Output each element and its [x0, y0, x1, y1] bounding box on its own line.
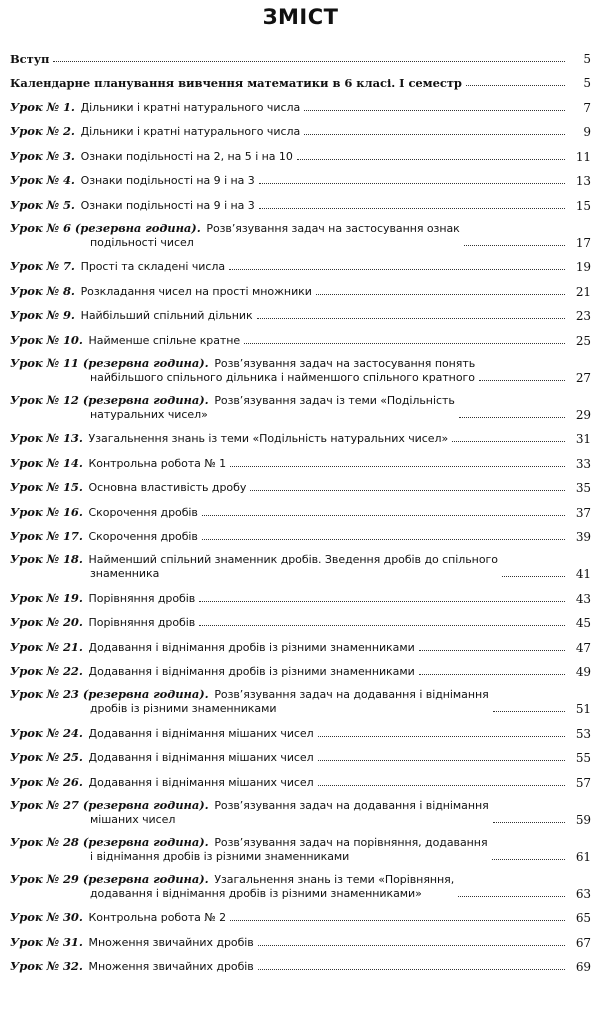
toc-entry-text [10, 52, 49, 70]
toc-entry-text [10, 726, 314, 745]
toc-entry-title: Додавання і віднімання мішаних чисел [88, 726, 314, 740]
toc-entry-title: Множення звичайних дробів [88, 960, 254, 973]
toc-entry-lesson-number: Урок № 25. [10, 750, 83, 764]
dot-leader [452, 441, 565, 442]
toc-entry[interactable] [10, 905, 591, 930]
toc-entry[interactable] [10, 192, 591, 217]
toc-entry-lesson-number: Урок № 28 (резервна година). [10, 834, 209, 849]
toc-entry-page-number: 43 [575, 591, 591, 606]
dot-leader [459, 417, 565, 418]
toc-entry[interactable] [10, 769, 591, 794]
toc-entry[interactable] [10, 720, 591, 745]
toc-entry-page-number: 27 [575, 370, 591, 385]
toc-entry-lesson-number: Урок № 24. [10, 725, 83, 740]
table-of-contents [10, 45, 591, 978]
toc-entry-text [10, 431, 448, 450]
toc-entry-page-number: 5 [583, 76, 591, 90]
toc-entry[interactable] [10, 254, 591, 279]
toc-entry-page-number: 25 [575, 333, 591, 348]
toc-entry-text [10, 356, 475, 389]
toc-entry-lesson-number: Урок № 7. [10, 259, 75, 273]
toc-entry-title: Порівняння дробів [88, 591, 196, 605]
dot-leader [479, 380, 565, 381]
toc-entry-text [10, 100, 300, 119]
toc-entry-title: Дільники і кратні натурального числа [80, 125, 301, 138]
toc-entry-text [10, 910, 226, 929]
toc-entry-title: Розв’язування задач на порівняння, додавання [214, 835, 488, 849]
toc-entry-page-number: 45 [575, 616, 591, 630]
toc-entry-title: Найбільший спільний дільник [80, 309, 253, 322]
toc-entry-page-number: 23 [575, 309, 591, 323]
dot-leader [318, 736, 565, 737]
toc-entry-page-number: 51 [575, 702, 591, 716]
toc-entry[interactable] [10, 610, 591, 635]
toc-entry-title-continued: натуральних чисел» [90, 407, 208, 421]
toc-entry[interactable] [10, 929, 591, 954]
toc-entry[interactable] [10, 831, 591, 868]
toc-entry-page-number: 39 [575, 530, 591, 544]
toc-entry-lesson-number: Урок № 30. [10, 910, 83, 924]
toc-entry-lesson-number: Урок № 3. [10, 148, 75, 163]
toc-entry-text [10, 750, 314, 769]
toc-entry-text [10, 775, 314, 794]
toc-entry-text [10, 124, 300, 143]
toc-entry-lesson-number: Урок № 18. [10, 552, 83, 566]
toc-entry-title: Вступ [10, 51, 50, 66]
toc-entry-title: Додавання і віднімання мішаних чисел [88, 751, 314, 764]
dot-leader [297, 159, 565, 160]
dot-leader [230, 920, 565, 921]
dot-leader [318, 785, 565, 786]
toc-entry-text [10, 221, 460, 254]
toc-entry-title: Додавання і віднімання дробів із різними знаменниками [88, 640, 415, 654]
toc-entry-text [10, 505, 198, 524]
toc-entry-text [10, 835, 488, 868]
toc-entry-lesson-number: Урок № 10. [10, 332, 83, 347]
toc-entry-title: Множення звичайних дробів [88, 935, 254, 949]
toc-entry-page-number: 33 [575, 456, 591, 471]
toc-entry-title-continued: найбільшого спільного дільника і найменшого спільного кратного [90, 370, 475, 384]
toc-entry-page-number: 35 [575, 481, 591, 495]
toc-entry-lesson-number: Урок № 12 (резервна година). [10, 392, 209, 407]
toc-entry-text [10, 798, 489, 831]
toc-entry-title: Розв’язування задач на застосування ознак [206, 221, 460, 235]
toc-entry-lesson-number: Урок № 17. [10, 529, 83, 543]
toc-entry-title: Розв’язування задач на додавання і віднімання [214, 798, 489, 812]
toc-entry-lesson-number: Урок № 2. [10, 124, 75, 138]
toc-entry-title: Контрольна робота № 1 [88, 456, 227, 470]
toc-entry-title: Розв’язування задач із теми «Подільність [214, 393, 455, 407]
toc-entry-title: Календарне планування вивчення математики в 6 класі. І семестр [10, 76, 462, 90]
toc-entry-lesson-number: Урок № 32. [10, 959, 83, 973]
toc-entry-title: Розкладання чисел на прості множники [80, 284, 312, 298]
toc-entry-text [10, 664, 415, 683]
toc-entry-lesson-number: Урок № 11 (резервна година). [10, 355, 209, 370]
dot-leader [419, 674, 565, 675]
toc-entry-title: Контрольна робота № 2 [88, 911, 227, 924]
toc-entry-text [10, 393, 455, 426]
toc-entry[interactable] [10, 94, 591, 119]
toc-entry[interactable] [10, 119, 591, 144]
toc-entry-title: Додавання і віднімання дробів із різними знаменниками [88, 665, 415, 678]
toc-entry-page-number: 29 [575, 407, 591, 422]
dot-leader [502, 576, 565, 577]
toc-entry-title: Ознаки подільності на 9 і на 3 [80, 174, 255, 187]
dot-leader [466, 85, 565, 86]
toc-entry-text [10, 591, 195, 610]
toc-entry[interactable] [10, 143, 591, 168]
toc-entry-lesson-number: Урок № 19. [10, 590, 83, 605]
toc-entry-page-number: 31 [575, 432, 591, 446]
toc-entry-text [10, 615, 195, 634]
toc-entry-text [10, 333, 240, 352]
dot-leader [202, 515, 565, 516]
dot-leader [202, 539, 565, 540]
toc-entry[interactable] [10, 548, 591, 585]
toc-entry-lesson-number: Урок № 31. [10, 934, 83, 949]
toc-entry-title-continued: подільності чисел [90, 235, 194, 249]
toc-entry-page-number: 11 [575, 149, 591, 164]
toc-entry[interactable] [10, 389, 591, 426]
dot-leader [244, 343, 565, 344]
toc-entry-title: Порівняння дробів [88, 616, 196, 629]
toc-entry-page-number: 67 [575, 935, 591, 950]
toc-entry-text [10, 284, 312, 303]
toc-entry-lesson-number: Урок № 1. [10, 99, 75, 114]
dot-leader [492, 859, 565, 860]
dot-leader [304, 110, 565, 111]
toc-entry-page-number: 7 [583, 100, 591, 115]
toc-entry-lesson-number: Урок № 5. [10, 197, 75, 212]
toc-entry-text [10, 76, 462, 94]
toc-entry-lesson-number: Урок № 26. [10, 774, 83, 789]
dot-leader [258, 969, 565, 970]
toc-entry-title: Основна властивість дробу [88, 481, 247, 494]
dot-leader [493, 711, 565, 712]
toc-entry-title: Найменший спільний знаменник дробів. Зведення дробів до спільного [88, 553, 498, 566]
toc-entry[interactable] [10, 45, 591, 70]
toc-entry[interactable] [10, 524, 591, 549]
toc-entry-page-number: 9 [583, 125, 591, 139]
toc-entry-lesson-number: Урок № 20. [10, 615, 83, 629]
toc-entry-page-number: 59 [575, 812, 591, 827]
toc-entry-lesson-number: Урок № 6 (резервна година). [10, 220, 201, 235]
dot-leader [259, 208, 565, 209]
toc-entry-page-number: 37 [575, 505, 591, 520]
toc-entry-text [10, 959, 254, 978]
toc-entry[interactable] [10, 217, 591, 254]
toc-entry[interactable] [10, 426, 591, 451]
dot-leader [230, 466, 565, 467]
toc-entry-text [10, 259, 225, 278]
toc-entry-page-number: 65 [575, 911, 591, 925]
toc-entry-page-number: 63 [575, 886, 591, 901]
toc-entry-lesson-number: Урок № 16. [10, 504, 83, 519]
toc-entry-text [10, 456, 226, 475]
toc-entry[interactable] [10, 585, 591, 610]
dot-leader [316, 294, 565, 295]
toc-entry[interactable] [10, 352, 591, 389]
toc-entry-text [10, 687, 489, 720]
toc-entry-lesson-number: Урок № 9. [10, 308, 75, 322]
toc-entry-page-number: 13 [575, 174, 591, 188]
toc-entry[interactable] [10, 70, 591, 95]
toc-entry-title: Узагальнення знань із теми «Порівняння, [214, 872, 455, 886]
toc-entry-page-number: 17 [575, 235, 591, 250]
dot-leader [259, 183, 565, 184]
toc-entry-title: Скорочення дробів [88, 530, 198, 543]
toc-entry-lesson-number: Урок № 14. [10, 455, 83, 470]
toc-entry[interactable] [10, 745, 591, 770]
toc-entry-title-continued: дробів із різними знаменниками [90, 702, 277, 715]
toc-entry-title: Дільники і кратні натурального числа [80, 100, 301, 114]
toc-entry[interactable] [10, 475, 591, 500]
toc-entry-page-number: 15 [575, 198, 591, 213]
toc-entry[interactable] [10, 683, 591, 720]
toc-entry-title: Прості та складені числа [80, 260, 226, 273]
toc-entry-page-number: 53 [575, 726, 591, 741]
dot-leader [318, 760, 565, 761]
toc-entry-lesson-number: Урок № 8. [10, 283, 75, 298]
toc-entry-lesson-number: Урок № 15. [10, 480, 83, 494]
toc-entry-title-continued: мішаних чисел [90, 812, 176, 826]
toc-entry-page-number: 49 [575, 665, 591, 679]
toc-entry[interactable] [10, 499, 591, 524]
toc-entry-title: Скорочення дробів [88, 505, 198, 519]
toc-entry-page-number: 47 [575, 640, 591, 655]
toc-entry[interactable] [10, 450, 591, 475]
dot-leader [257, 318, 565, 319]
toc-entry[interactable] [10, 868, 591, 905]
dot-leader [493, 822, 565, 823]
toc-entry-page-number: 41 [575, 567, 591, 581]
dot-leader [419, 650, 565, 651]
dot-leader [458, 896, 565, 897]
dot-leader [229, 269, 565, 270]
toc-entry-lesson-number: Урок № 29 (резервна година). [10, 871, 209, 886]
toc-entry-lesson-number: Урок № 4. [10, 173, 75, 187]
toc-entry-text [10, 149, 293, 168]
toc-entry-page-number: 61 [575, 849, 591, 864]
toc-entry-title: Узагальнення знань із теми «Подільність натуральних чисел» [88, 432, 449, 445]
toc-entry-text [10, 872, 454, 905]
toc-entry-title-continued: і віднімання дробів із різними знаменниками [90, 849, 350, 863]
dot-leader [250, 490, 565, 491]
dot-leader [199, 625, 565, 626]
toc-entry-title: Розв’язування задач на додавання і віднімання [214, 688, 489, 701]
toc-entry-title: Додавання і віднімання мішаних чисел [88, 775, 314, 789]
dot-leader [258, 945, 565, 946]
toc-entry-page-number: 5 [583, 51, 591, 66]
toc-entry-text [10, 480, 246, 499]
toc-entry-lesson-number: Урок № 27 (резервна година). [10, 797, 209, 812]
toc-entry-text [10, 173, 255, 192]
toc-entry-title: Найменше спільне кратне [88, 333, 241, 347]
toc-entry-page-number: 57 [575, 775, 591, 790]
toc-entry-lesson-number: Урок № 13. [10, 431, 83, 445]
dot-leader [53, 61, 565, 62]
toc-entry-title: Ознаки подільності на 9 і на 3 [80, 198, 255, 212]
toc-entry-text [10, 640, 415, 659]
toc-entry-title-continued: додавання і віднімання дробів із різними знаменниками» [90, 886, 422, 900]
toc-entry[interactable] [10, 168, 591, 193]
toc-entry-lesson-number: Урок № 21. [10, 639, 83, 654]
page-title: ЗМІСТ [262, 5, 339, 29]
dot-leader [199, 601, 565, 602]
toc-entry[interactable] [10, 278, 591, 303]
toc-entry-text [10, 308, 253, 327]
toc-entry[interactable] [10, 794, 591, 831]
toc-entry-text [10, 198, 255, 217]
toc-entry[interactable] [10, 327, 591, 352]
toc-entry-page-number: 55 [575, 751, 591, 765]
toc-entry-text [10, 935, 254, 954]
toc-entry-lesson-number: Урок № 23 (резервна година). [10, 687, 209, 701]
toc-entry[interactable] [10, 659, 591, 684]
toc-entry[interactable] [10, 303, 591, 328]
toc-entry[interactable] [10, 634, 591, 659]
toc-entry-title-continued: знаменника [90, 567, 160, 580]
toc-entry-text [10, 552, 498, 585]
dot-leader [304, 134, 565, 135]
toc-entry-title: Розв’язування задач на застосування понять [214, 356, 476, 370]
toc-entry-lesson-number: Урок № 22. [10, 664, 83, 678]
toc-entry-page-number: 69 [575, 960, 591, 974]
toc-entry-page-number: 19 [575, 260, 591, 274]
toc-entry-text [10, 529, 198, 548]
toc-entry-title: Ознаки подільності на 2, на 5 і на 10 [80, 149, 293, 163]
dot-leader [464, 245, 565, 246]
toc-entry-page-number: 21 [575, 284, 591, 299]
toc-entry[interactable] [10, 954, 591, 979]
